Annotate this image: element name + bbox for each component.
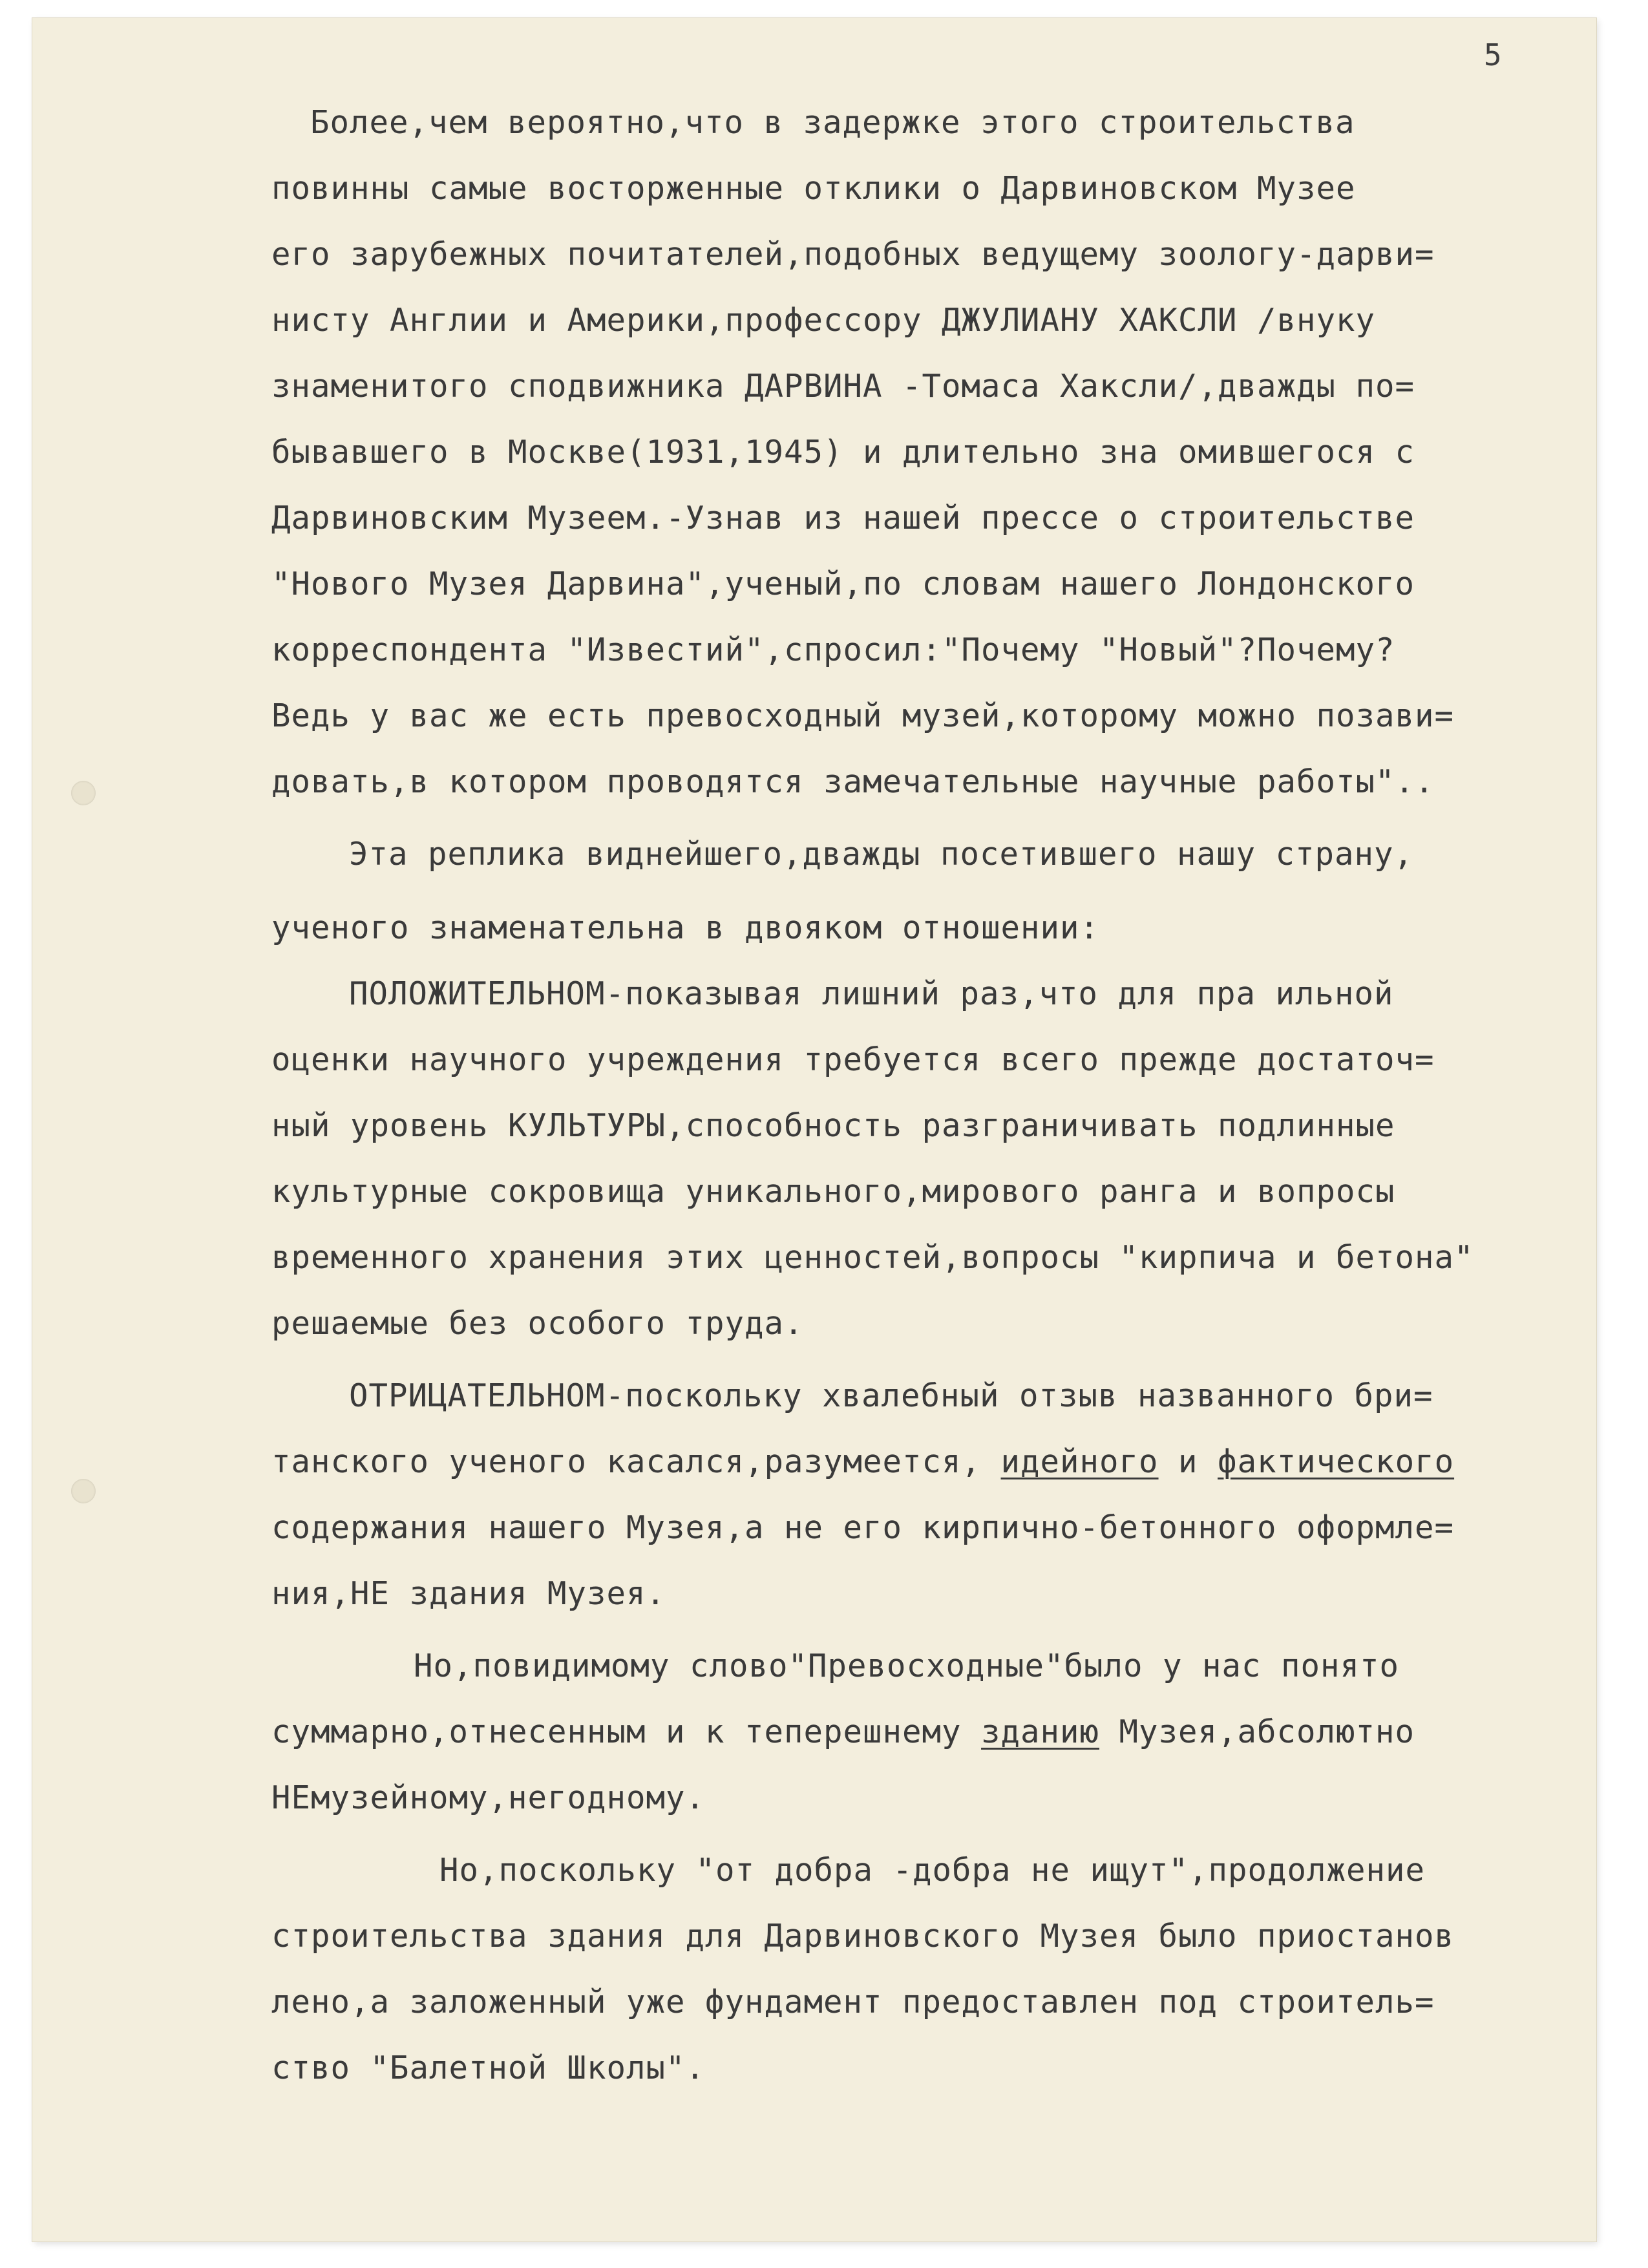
text-line: временного хранения этих ценностей,вопросы "кирпича и бетона" bbox=[271, 1239, 1474, 1276]
text-line: его зарубежных почитателей,подобных ведущему зоологу-дарви= bbox=[271, 236, 1435, 273]
text-line: знаменитого сподвижника ДАРВИНА -Томаса Хаксли/,дважды по= bbox=[271, 368, 1415, 405]
text-line: НЕмузейному,негодному. bbox=[271, 1779, 706, 1816]
text-line: ный уровень КУЛЬТУРЫ,способность разграничивать подлинные bbox=[271, 1107, 1395, 1144]
text-line: Но,поскольку "от добра -добра не ищут",продолжение bbox=[439, 1852, 1426, 1889]
text-line: повинны самые восторженные отклики о Дарвиновском Музее bbox=[271, 170, 1356, 207]
text-line: строительства здания для Дарвиновского Музея было приостанов bbox=[271, 1918, 1455, 1955]
text-line: ство "Балетной Школы". bbox=[271, 2050, 706, 2086]
text-segment: Музея,абсолютно bbox=[1099, 1713, 1415, 1750]
text-line: ученого знаменательна в двояком отношении: bbox=[271, 909, 1100, 946]
text-line: Дарвиновским Музеем.-Узнав из нашей прессе о строительстве bbox=[271, 500, 1415, 536]
page-number: 5 bbox=[1484, 37, 1502, 72]
text-segment: и bbox=[1158, 1443, 1218, 1480]
text-line: Эта реплика виднейшего,дважды посетившего нашу страну, bbox=[349, 836, 1414, 873]
text-line: решаемые без особого труда. bbox=[271, 1305, 804, 1342]
text-line: Но,повидимому слово"Превосходные"было у нас понято bbox=[414, 1648, 1400, 1684]
text-line: ПОЛОЖИТЕЛЬНОМ-показывая лишний раз,что для пра ильной bbox=[349, 975, 1394, 1012]
text-line bbox=[271, 1443, 1454, 1481]
text-line: корреспондента "Известий",спросил:"Почему "Новый"?Почему? bbox=[271, 631, 1395, 668]
text-line: содержания нашего Музея,а не его кирпично-бетонного оформле= bbox=[271, 1509, 1455, 1546]
text-line: ОТРИЦАТЕЛЬНОМ-поскольку хвалебный отзыв названного бри= bbox=[349, 1377, 1433, 1414]
text-segment: танского ученого касался,разумеется, bbox=[271, 1443, 1001, 1480]
underlined-word: фактического bbox=[1218, 1443, 1455, 1480]
text-line: довать,в котором проводятся замечательные научные работы".. bbox=[271, 763, 1435, 800]
punch-hole bbox=[71, 1479, 96, 1503]
punch-hole bbox=[71, 781, 96, 805]
underlined-word: зданию bbox=[981, 1713, 1100, 1750]
text-line: ния,НЕ здания Музея. bbox=[271, 1575, 666, 1612]
text-line: лено,а заложенный уже фундамент предоставлен под строитель= bbox=[271, 1984, 1435, 2020]
text-line: Ведь у вас же есть превосходный музей,которому можно позави= bbox=[271, 697, 1455, 734]
text-line: оценки научного учреждения требуется всего прежде достаточ= bbox=[271, 1041, 1435, 1078]
text-line bbox=[271, 1713, 1415, 1752]
underlined-word: идейного bbox=[1000, 1443, 1159, 1480]
text-line: нисту Англии и Америки,профессору ДЖУЛИАНУ ХАКСЛИ /внуку bbox=[271, 302, 1376, 339]
text-line: культурные сокровища уникального,мирового ранга и вопросы bbox=[271, 1173, 1395, 1210]
text-line: Более,чем вероятно,что в задержке этого строительства bbox=[310, 104, 1355, 141]
text-segment: суммарно,отнесенным и к теперешнему bbox=[271, 1713, 982, 1750]
text-line: бывавшего в Москве(1931,1945) и длительно зна омившегося с bbox=[271, 434, 1415, 471]
text-line: "Нового Музея Дарвина",ученый,по словам нашего Лондонского bbox=[271, 566, 1415, 602]
